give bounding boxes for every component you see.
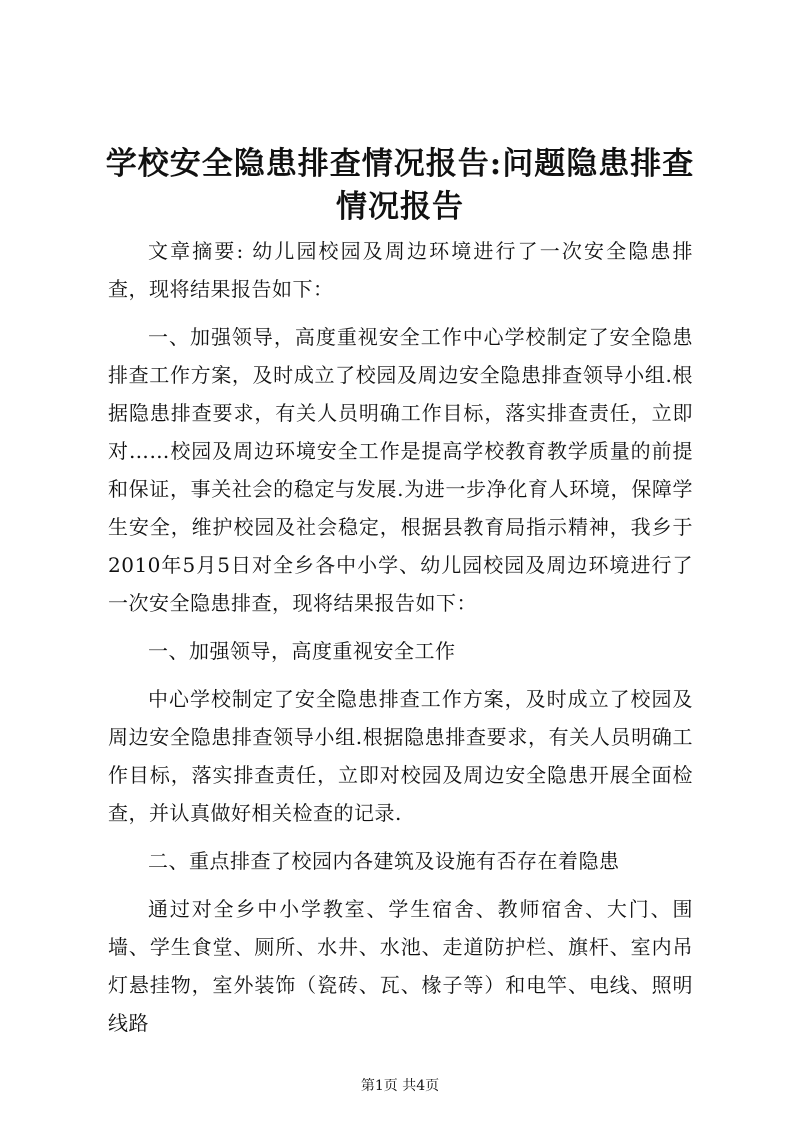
section-heading-2: 二、重点排查了校园内各建筑及设施有否存在着隐患 [148,849,620,873]
abstract-paragraph: 文章摘要: 幼儿园校园及周边环境进行了一次安全隐患排查，现将结果报告如下： [108,239,693,301]
document-body [108,232,693,1052]
section-heading-1: 一、加强领导，高度重视安全工作 [148,639,456,663]
body-paragraph: 通过对全乡中小学教室、学生宿舍、教师宿舍、大门、围墙、学生食堂、厕所、水井、水池、走道防护栏、旗杆、室内吊灯悬挂物，室外装饰（瓷砖、瓦、椽子等）和电竿、电线、照明线路 [108,897,693,1035]
page-number-footer: 第1页 共4页 [360,1078,440,1094]
body-paragraph: 一、加强领导，高度重视安全工作中心学校制定了安全隐患排查工作方案，及时成立了校园及周边安全隐患排查领导小组.根据隐患排查要求，有关人员明确工作目标，落实排查责任，立即对……校园及周边环境安全工作是提高学校教育教学质量的前提和保证，事关社会的稳定与发展.为进一步净化育人环境，保障学生安全，维护校园及社会稳定，根据县教育局指示精神，我乡于2010年5月5日对全乡各中小学、幼儿园校园及周边环境进行了一次安全隐患排查，现将结果报告如下： [108,325,693,615]
body-paragraph: 中心学校制定了安全隐患排查工作方案，及时成立了校园及周边安全隐患排查领导小组.根据隐患排查要求，有关人员明确工作目标，落实排查责任，立即对校园及周边安全隐患开展全面检查，并认真做好相关检查的记录. [108,687,693,825]
document-title: 学校安全隐患排查情况报告:问题隐患排查情况报告 [105,146,695,225]
